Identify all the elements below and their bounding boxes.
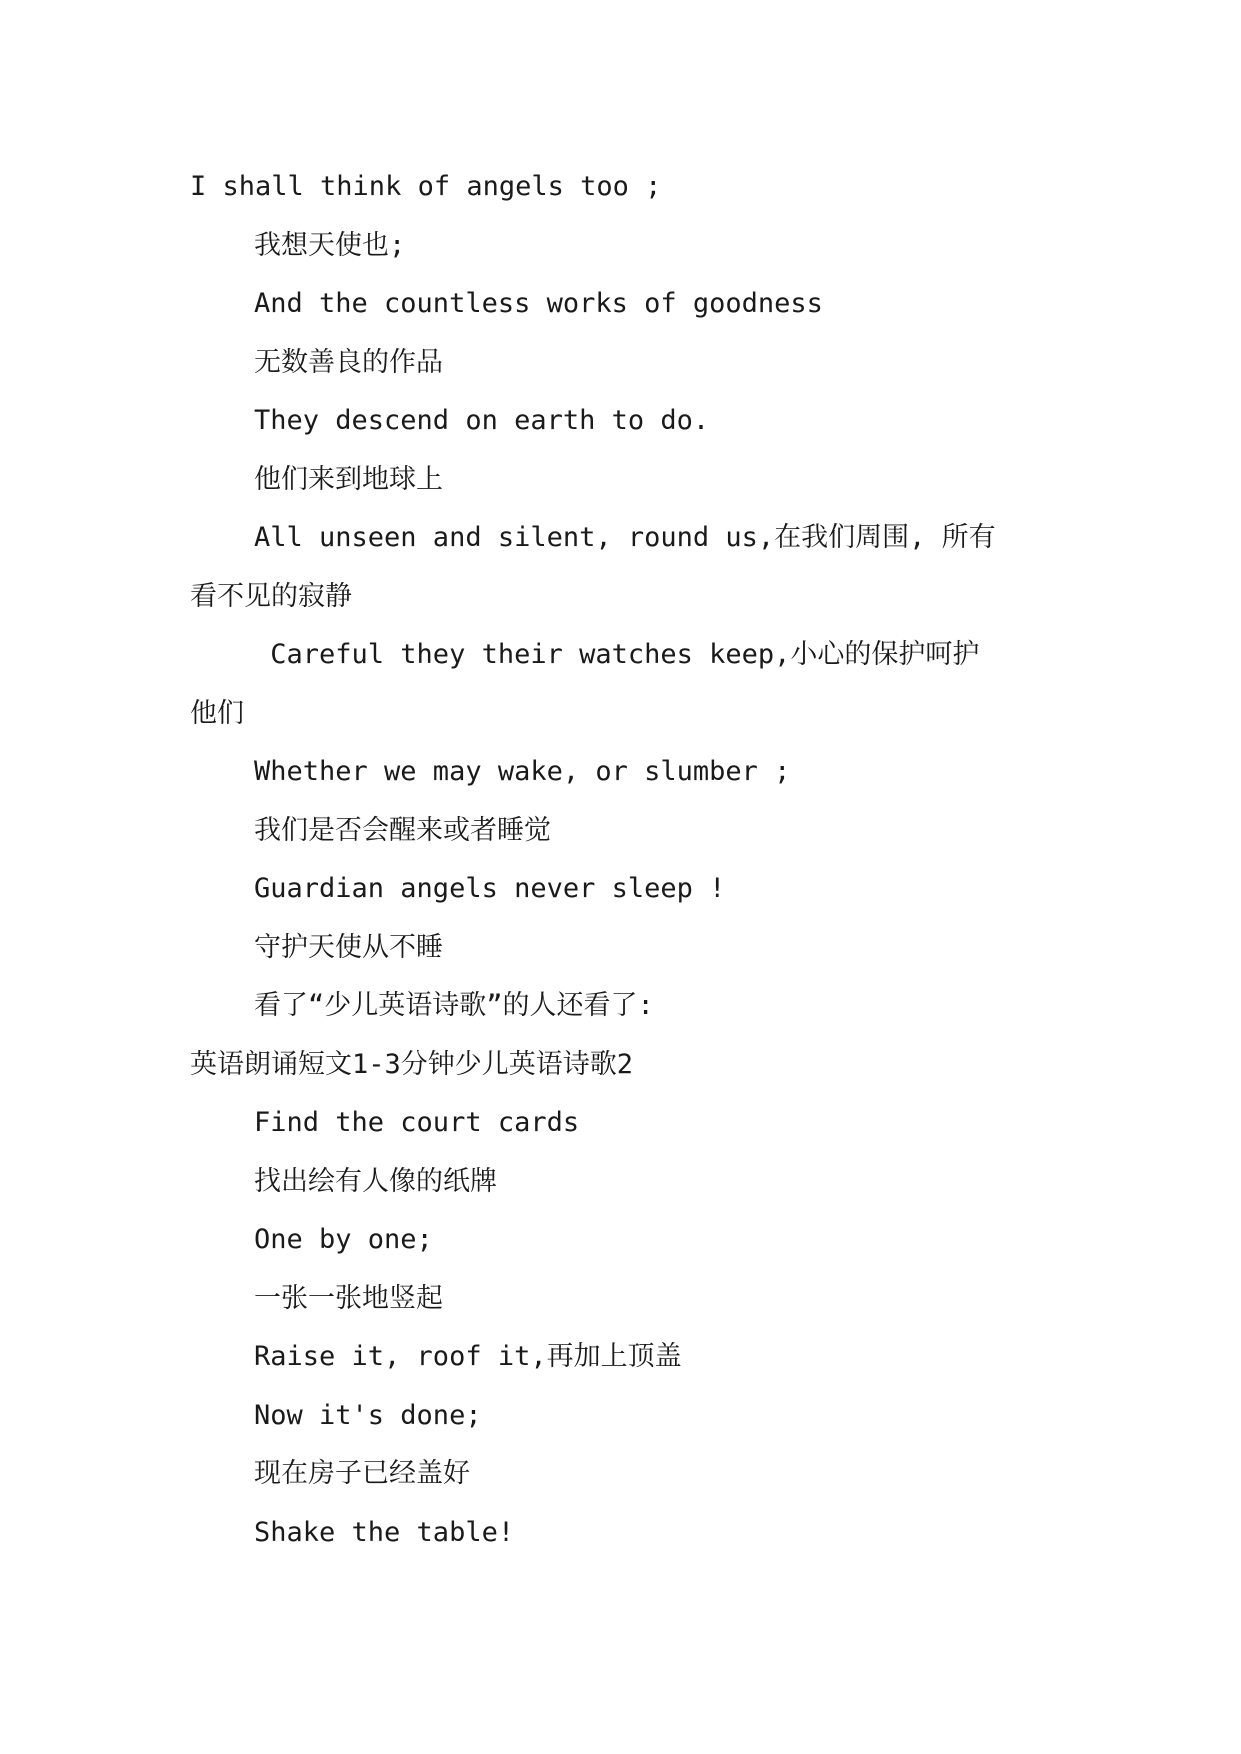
text-line: 现在房子已经盖好 (254, 1458, 470, 1489)
text-line: 我想天使也; (254, 229, 406, 261)
poem-text (190, 158, 1060, 1562)
text-line: 看不见的寂静 (190, 580, 352, 612)
text-line: Shake the table! (254, 1516, 515, 1548)
text-line: 一张一张地竖起 (254, 1282, 443, 1314)
text-line: One by one; (254, 1224, 433, 1255)
text-line: Raise it, roof it,再加上顶盖 (254, 1341, 682, 1372)
section-heading: 英语朗诵短文1-3分钟少儿英语诗歌2 (190, 1048, 634, 1080)
text-line: Guardian angels never sleep ! (254, 873, 726, 904)
text-line: All unseen and silent, round us,在我们周围, 所有 (254, 522, 996, 553)
text-line: Now it's done; (254, 1399, 482, 1431)
text-line: And the countless works of goodness (254, 288, 823, 319)
text-line: 守护天使从不睡 (254, 931, 443, 963)
text-line: 我们是否会醒来或者睡觉 (254, 814, 551, 846)
text-line: 他们来到地球上 (254, 463, 443, 495)
text-line: Whether we may wake, or slumber ; (254, 756, 791, 787)
text-line: Find the court cards (254, 1107, 580, 1138)
text-line: 他们 (190, 697, 244, 729)
text-line: They descend on earth to do. (254, 405, 710, 436)
text-line: 找出绘有人像的纸牌 (254, 1165, 497, 1197)
text-line: I shall think of angels too ; (190, 171, 662, 202)
text-line: Careful they their watches keep,小心的保护呵护 (254, 639, 980, 670)
text-line: 看了“少儿英语诗歌”的人还看了: (254, 990, 654, 1021)
text-line: 无数善良的作品 (254, 346, 443, 378)
